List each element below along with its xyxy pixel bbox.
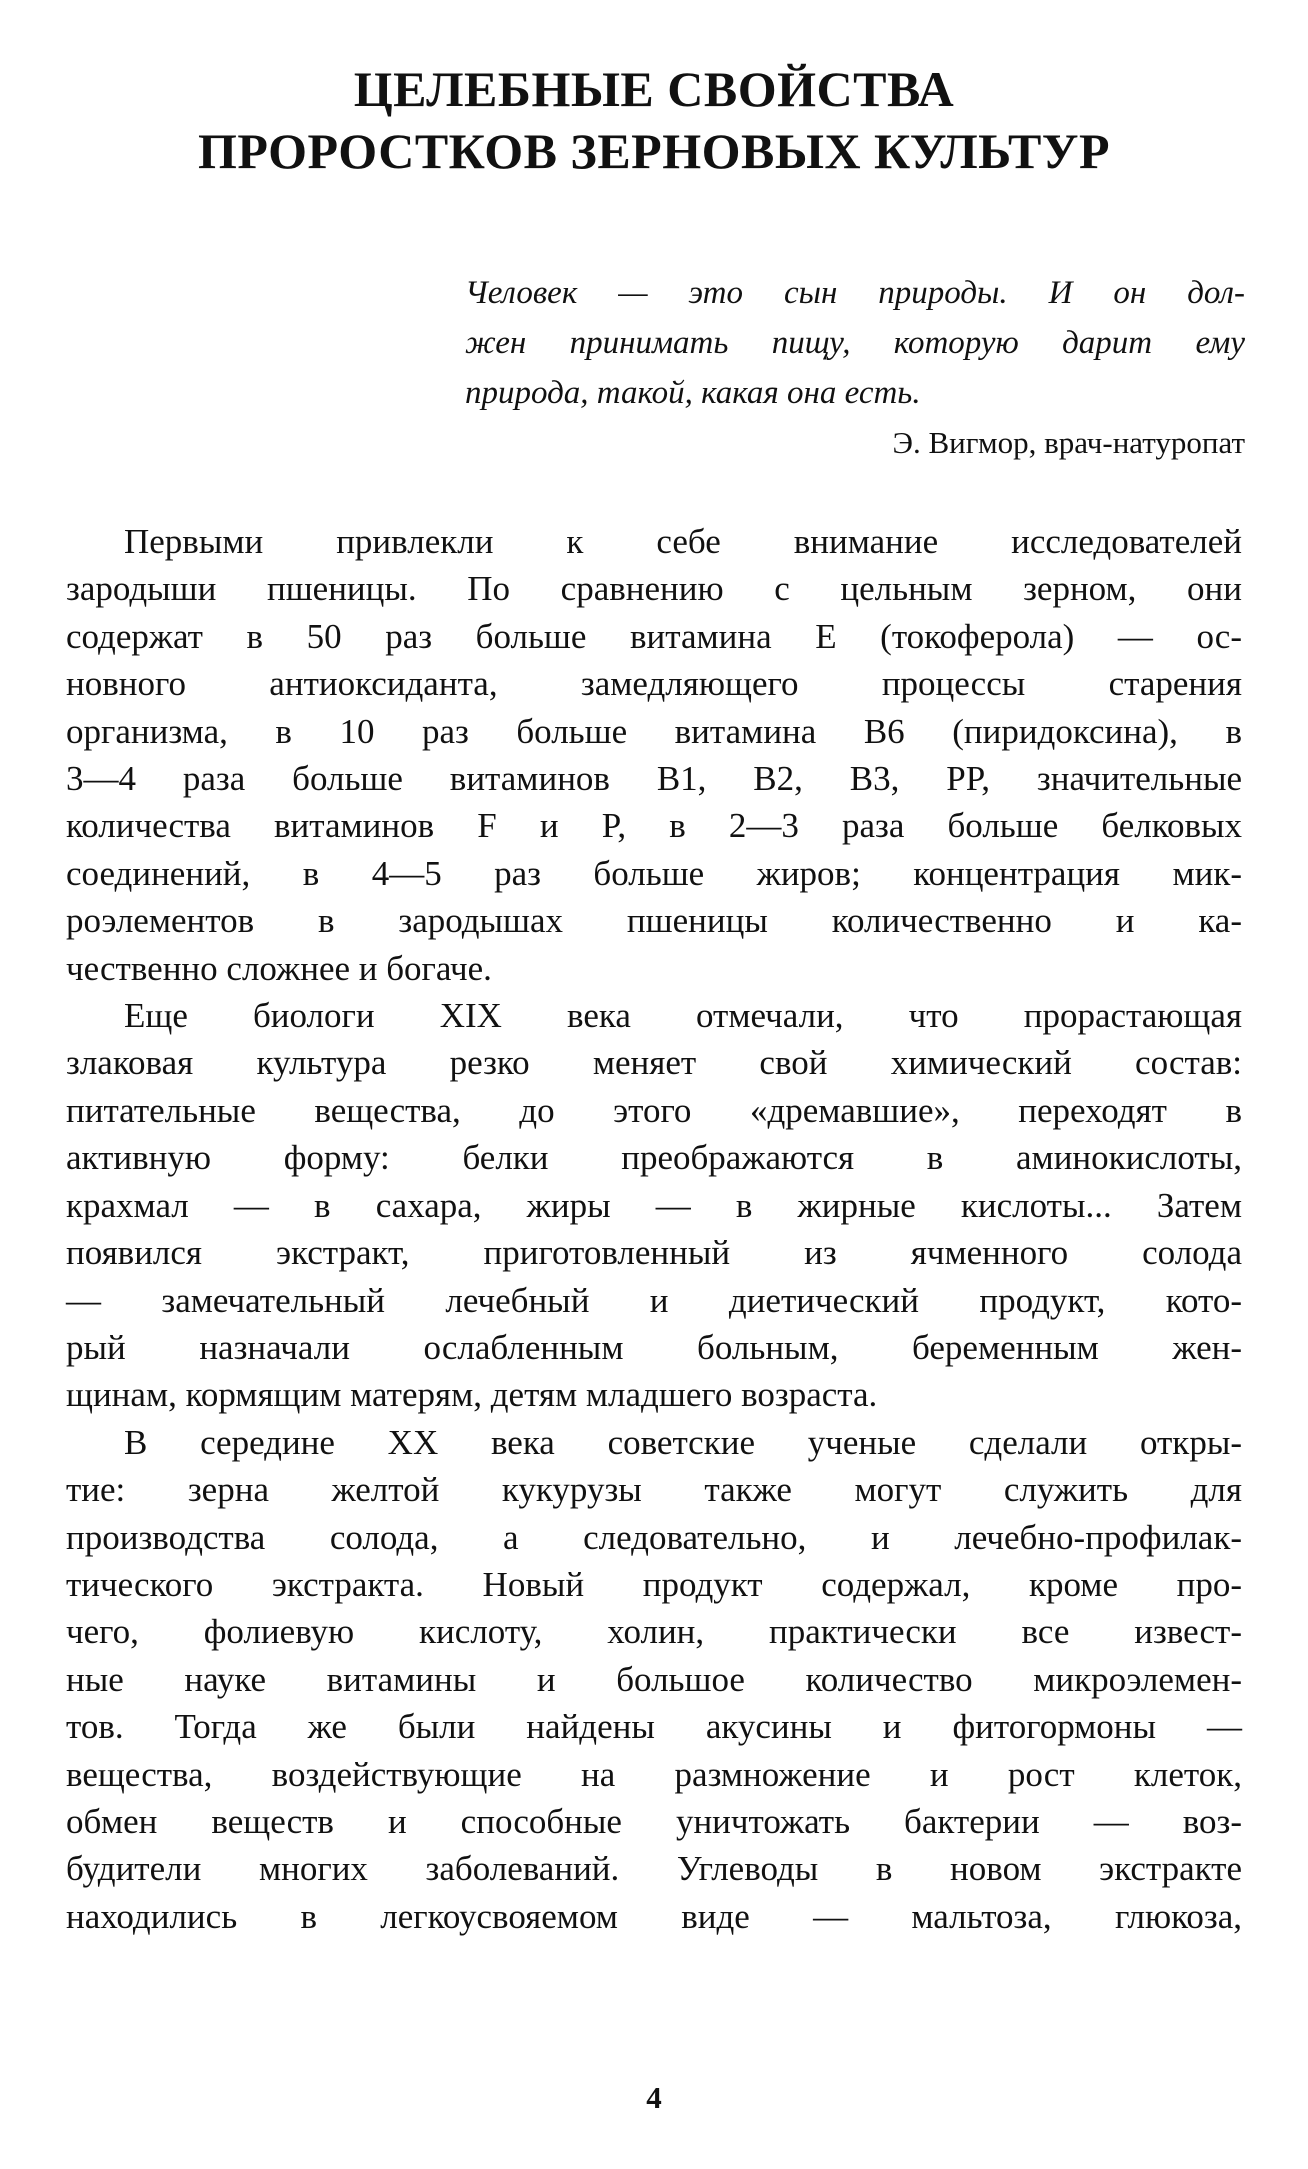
epigraph-line: Человек — это сын природы. И он дол- bbox=[465, 275, 1245, 311]
text-line: обмен веществ и способные уничтожать бактерии — воз- bbox=[66, 1801, 1242, 1841]
text-line: 3—4 раза больше витаминов B1, B2, B3, PP, значительные bbox=[66, 759, 1242, 799]
body-text bbox=[66, 518, 1242, 1940]
text-line: тов. Тогда же были найдены акусины и фитогормоны — bbox=[66, 1707, 1242, 1747]
text-line: крахмал — в сахара, жиры — в жирные кислоты... Затем bbox=[66, 1185, 1242, 1225]
text-line: питательные вещества, до этого «дремавшие», переходят в bbox=[66, 1090, 1242, 1130]
chapter-title-line-1: ЦЕЛЕБНЫЕ СВОЙСТВА bbox=[353, 61, 955, 117]
epigraph-line: жен принимать пищу, которую дарит ему bbox=[465, 325, 1245, 361]
text-line: рый назначали ослабленным больным, беременным жен- bbox=[66, 1327, 1242, 1367]
text-line: Еще биологи XIX века отмечали, что прорастающая bbox=[124, 996, 1242, 1036]
text-line: роэлементов в зародышах пшеницы количественно и ка- bbox=[66, 901, 1242, 941]
text-line: щинам, кормящим матерям, детям младшего возраста. bbox=[66, 1375, 878, 1415]
chapter-title-line-2: ПРОРОСТКОВ ЗЕРНОВЫХ КУЛЬТУР bbox=[197, 123, 1111, 179]
epigraph-author: Э. Вигмор, врач-натуропат bbox=[892, 425, 1245, 460]
text-line: новного антиоксиданта, замедляющего процессы старения bbox=[66, 664, 1242, 704]
text-line: зародыши пшеницы. По сравнению с цельным зерном, они bbox=[66, 569, 1242, 609]
paragraph-2 bbox=[66, 992, 1242, 1419]
text-line: ные науке витамины и большое количество микроэлемен- bbox=[66, 1659, 1242, 1699]
text-line: чего, фолиевую кислоту, холин, практически все извест- bbox=[66, 1612, 1242, 1652]
text-line: тие: зерна желтой кукурузы также могут служить для bbox=[66, 1470, 1242, 1510]
text-line: будители многих заболеваний. Углеводы в новом экстракте bbox=[66, 1849, 1242, 1889]
chapter-title bbox=[0, 58, 1308, 182]
paragraph-3 bbox=[66, 1419, 1242, 1940]
text-line: вещества, воздействующие на размножение и рост клеток, bbox=[66, 1754, 1242, 1794]
text-line: чественно сложнее и богаче. bbox=[66, 948, 492, 988]
text-line: количества витаминов F и P, в 2—3 раза больше белковых bbox=[66, 806, 1242, 846]
text-line: злаковая культура резко меняет свой химический состав: bbox=[66, 1043, 1242, 1083]
epigraph-line: природа, такой, какая она есть. bbox=[465, 375, 921, 411]
paragraph-1 bbox=[66, 518, 1242, 992]
text-line: — замечательный лечебный и диетический продукт, кото- bbox=[66, 1280, 1242, 1320]
text-line: В середине XX века советские ученые сделали откры- bbox=[124, 1422, 1242, 1462]
text-line: находились в легкоусвояемом виде — мальтоза, глюкоза, bbox=[66, 1896, 1242, 1936]
text-line: производства солода, а следовательно, и лечебно-профилак- bbox=[66, 1517, 1242, 1557]
text-line: Первыми привлекли к себе внимание исследователей bbox=[124, 522, 1242, 561]
text-line: активную форму: белки преображаются в аминокислоты, bbox=[66, 1138, 1242, 1178]
text-line: содержат в 50 раз больше витамина E (токоферола) — ос- bbox=[66, 616, 1242, 656]
epigraph-quote bbox=[465, 268, 1245, 418]
text-line: организма, в 10 раз больше витамина B6 (пиридоксина), в bbox=[66, 711, 1242, 751]
text-line: соединений, в 4—5 раз больше жиров; концентрация мик- bbox=[66, 853, 1242, 893]
text-line: появился экстракт, приготовленный из ячменного солода bbox=[66, 1233, 1242, 1273]
text-line: тического экстракта. Новый продукт содержал, кроме про- bbox=[66, 1564, 1242, 1604]
page-number: 4 bbox=[646, 2080, 662, 2115]
epigraph bbox=[465, 268, 1245, 468]
